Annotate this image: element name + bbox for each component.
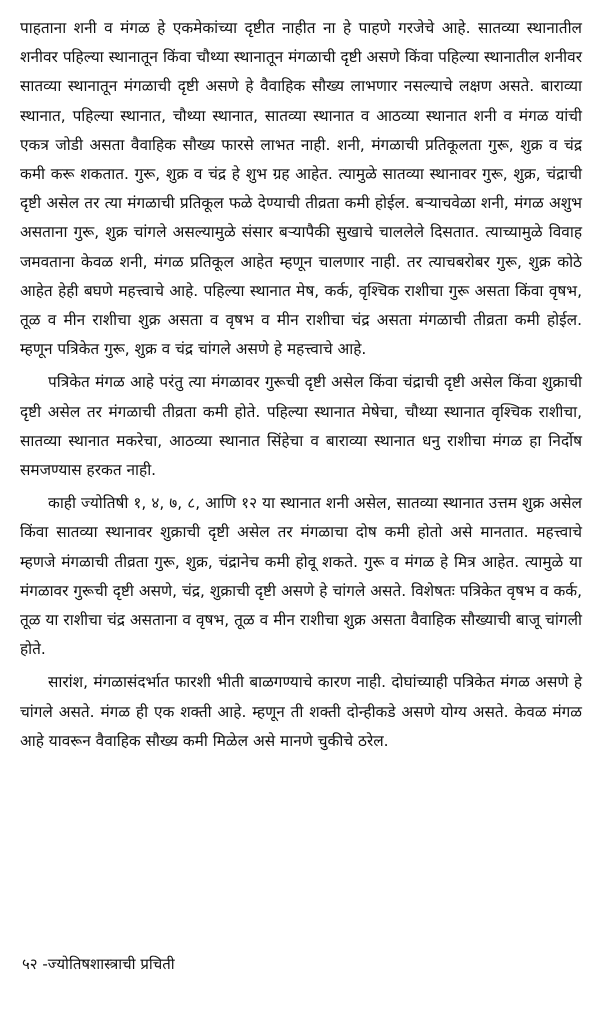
paragraph-4: सारांश, मंगळासंदर्भात फारशी भीती बाळगण्याचे कारण नाही. दोघांच्याही पत्रिकेत मंगळ असणे हे चांगले असते. मंगळ ही एक शक्ती आहे. म्हणून ती शक्ती दोन्हीकडे असणे योग्य असते. केवळ मंगळ आहे यावरून वैवाहिक सौख्य कमी मिळेल असे मानणे चुकीचे ठरेल. <box>20 673 582 750</box>
paragraph-1: पाहताना शनी व मंगळ हे एकमेकांच्या दृष्टीत नाहीत ना हे पाहणे गरजेचे आहे. सातव्या स्थानातील शनीवर पहिल्या स्थानातून किंवा चौथ्या स्थानातून मंगळाची दृष्टी असणे किंवा पहिल्या स्थानातील शनीवर सातव्या स्थानातून मंगळाची दृष्टी असणे हे वैवाहिक सौख्य लाभणार नसल्याचे लक्षण असते. बाराव्या स्थानात, पहिल्या स्थानात, चौथ्या स्थानात, सातव्या स्थानात व आठव्या स्थानात शनी व मंगळ यांची एकत्र जोडी असता वैवाहिक सौख्य फारसे लाभत नाही. शनी, मंगळाची प्रतिकूलता गुरू, शुक्र व चंद्र कमी करू शकतात. गुरू, शुक्र व चंद्र हे शुभ ग्रह आहेत. त्यामुळे सातव्या स्थानावर गुरू, शुक्र, चंद्राची दृष्टी असेल तर त्या मंगळाची प्रतिकूल फळे देण्याची तीव्रता कमी होईल. बऱ्याचवेळा शनी, मंगळ अशुभ असताना गुरू, शुक्र चांगले असल्यामुळे संसार बऱ्यापैकी सुखाचे चाललेले दिसतात. त्याच्यामुळे विवाह जमवताना केवळ शनी, मंगळ प्रतिकूल आहेत म्हणून चालणार नाही. तर त्याचबरोबर गुरू, शुक्र कोठे आहेत हेही बघणे महत्त्वाचे आहे. पहिल्या स्थानात मेष, कर्क, वृश्चिक राशीचा गुरू असता किंवा वृषभ, तूळ व मीन राशीचा शुक्र असता व वृषभ व मीन राशीचा चंद्र असता मंगळाची तीव्रता कमी होईल. म्हणून पत्रिकेत गुरू, शुक्र व चंद्र चांगले असणे हे महत्त्वाचे आहे. <box>20 19 582 359</box>
paragraph-3: काही ज्योतिषी १, ४, ७, ८, आणि १२ या स्थानात शनी असेल, सातव्या स्थानात उत्तम शुक्र असेल किंवा सातव्या स्थानावर शुक्राची दृष्टी असेल तर मंगळाचा दोष कमी होतो असे मानतात. महत्त्वाचे म्हणजे मंगळाची तीव्रता गुरू, शुक्र, चंद्रानेच कमी होवू शकते. गुरू व मंगळ हे मित्र आहेत. त्यामुळे या मंगळावर गुरूची दृष्टी असणे, चंद्र, शुक्राची दृष्टी असणे हे चांगले असते. विशेषतः पत्रिकेत वृषभ व कर्क, तूळ या राशीचा चंद्र असताना व वृषभ, तूळ व मीन राशीचा शुक्र असता वैवाहिक सौख्याची बाजू चांगली होते. <box>20 494 582 659</box>
page-body <box>20 14 582 756</box>
paragraph-2: पत्रिकेत मंगळ आहे परंतु त्या मंगळावर गुरूची दृष्टी असेल किंवा चंद्राची दृष्टी असेल किंवा शुक्राची दृष्टी असेल तर मंगळाची तीव्रता कमी होते. पहिल्या स्थानात मेषेचा, चौथ्या स्थानात वृश्चिक राशीचा, सातव्या स्थानात मकरेचा, आठव्या स्थानात सिंहेचा व बाराव्या स्थानात धनु राशीचा मंगळ हा निर्दोष समजण्यास हरकत नाही. <box>20 373 582 480</box>
page-footer: ५२ -ज्योतिषशास्त्राची प्रचिती <box>22 955 175 973</box>
